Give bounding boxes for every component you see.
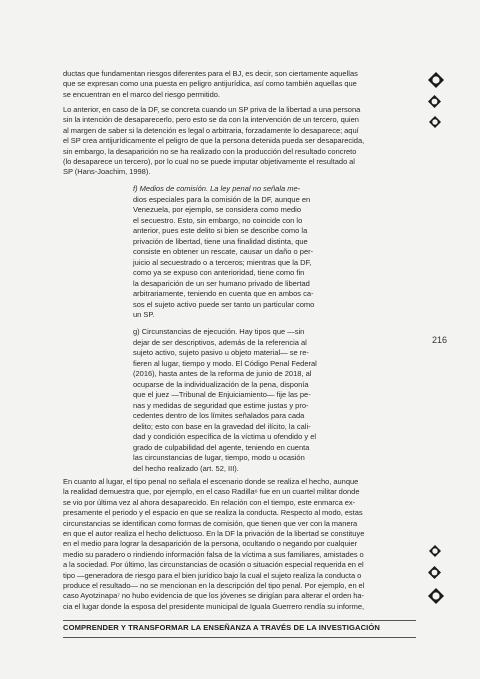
text-line: ductas que fundamentan riesgos diferentes para el BJ, es decir, son ciertamente aquellas xyxy=(63,69,358,78)
paragraph-lugar-tiempo-modo xyxy=(63,477,416,612)
text-line: como ya se expuso con anterioridad, tiene como fin xyxy=(133,268,305,277)
diamond-circle-icon xyxy=(428,588,444,604)
text-line: delito; esto con base en la gravedad del ilícito, la cali- xyxy=(133,421,311,431)
text-line: SP (Hans-Joachim, 1998). xyxy=(63,167,151,177)
text-line: consiste en obtener un rescate, causar un daño o per- xyxy=(133,247,314,256)
text-line: (2016), hasta antes de la reforma de junio de 2018, al xyxy=(133,369,312,378)
page-number: 216 xyxy=(432,335,448,345)
text-line: en el medio para lograr la desaparición de la persona, ocultando o negando por cualquier xyxy=(63,539,358,549)
text-line: sin embargo, la desaparición no se ha realizado con la producción del resultado concreto xyxy=(63,146,357,156)
text-line: a la sociedad. Por último, las circunstancias de ocasión o situación especial requerida en el xyxy=(63,560,364,570)
text-line: en que el autor realiza el hecho delictuoso. En la DF la privación de la libertad se constituye xyxy=(63,529,365,539)
text-line: dios especiales para la comisión de la DF, aunque en xyxy=(133,194,311,204)
text-line: cia el lugar donde la esposa del presidente municipal de Iguala Guerrero rendía su informe, xyxy=(63,601,365,611)
diamond-circle-icon xyxy=(428,95,441,108)
diamond-circle-icon xyxy=(429,545,441,557)
diamond-circle-icon xyxy=(428,566,441,579)
footer-divider-top xyxy=(63,620,416,621)
text-line: ocuparse de la individualización de la pena, disponía xyxy=(133,379,309,389)
footer-title: COMPRENDER Y TRANSFORMAR LA ENSEÑANZA A TRAVÉS DE LA INVESTIGACIÓN xyxy=(63,623,380,632)
text-line: se encuentran en el marco del riesgo permitido. xyxy=(63,89,221,99)
text-line: medio su paradero o rindiendo información falsa de la víctima a sus familiares, amistades o xyxy=(63,549,364,559)
text-line: Venezuela, por ejemplo, se considera como medio xyxy=(133,205,302,214)
text-line: sin la intención de desaparecerlo, pero esto se da con la intervención de un tercero, quien xyxy=(63,115,359,125)
section-f-medios-de-comision xyxy=(133,184,357,321)
footer-divider-bottom xyxy=(63,637,416,638)
text-line: caso Ayotzinapa⁷ no hubo evidencia de que los jóvenes se dirigían para alterar el orden ha- xyxy=(63,591,365,601)
text-line: sos el sujeto activo puede ser tanto un particular como xyxy=(133,299,315,309)
text-line: juicio al secuestrado o a terceros; mientras que la DF, xyxy=(133,257,312,267)
text-line: al margen de saber si la detención es legal o arbitraria, forzadamente lo desaparece; aquí xyxy=(63,125,359,135)
text-line: las circunstancias de lugar, tiempo, modo u ocasión xyxy=(133,453,305,462)
text-line: tipo —generadora de riesgo para el bien jurídico bajo la cual el sujeto realiza la conducta o xyxy=(63,570,362,580)
text-line: Lo anterior, en caso de la DF, se concreta cuando un SP priva de la libertad a una persona xyxy=(63,105,361,114)
text-line: f) Medios de comisión. La ley penal no señala me- xyxy=(133,184,301,193)
text-line: la desaparición de un ser humano privado de libertad xyxy=(133,278,310,288)
text-line: En cuanto al lugar, el tipo penal no señala el escenario donde se realiza el hecho, aunque xyxy=(63,477,359,486)
text-line: la realidad demuestra que, por ejemplo, en el caso Radilla⁶ fue en un cuartel militar donde xyxy=(63,487,360,497)
section-g-circunstancias-de-ejecucion xyxy=(133,327,357,474)
text-line: sujeto activo, sujeto pasivo u objeto material— se re- xyxy=(133,348,309,357)
diamond-circle-icon xyxy=(428,72,444,88)
text-line: dad y condición específica de la víctima u ofendido y el xyxy=(133,432,317,441)
text-line: cedentes dentro de los límites señalados para cada xyxy=(133,411,305,420)
text-line: que se expresan como una puesta en peligro antijurídica, así como también aquellas que xyxy=(63,79,357,89)
paragraph-intro xyxy=(63,69,416,100)
text-line: nas y medidas de seguridad que estime justas y pro- xyxy=(133,400,309,410)
text-line: fieren al lugar, tiempo y modo. El Código Penal Federal xyxy=(133,358,317,368)
text-line: el secuestro. Esto, sin embargo, no coincide con lo xyxy=(133,215,303,225)
text-line: el SP crea antijurídicamente el peligro de que la persona detenida pueda ser desaparecida, xyxy=(63,136,365,146)
text-line: presamente el periodo y el espacio en que se realiza la conducta. Respecto al modo, estas xyxy=(63,508,363,518)
diamond-circle-icon xyxy=(429,116,441,128)
text-line: anterior, pues este delito si bien se describe como la xyxy=(133,226,308,235)
paragraph-df-concrete xyxy=(63,105,416,178)
text-line: arbitrariamente, teniendo en cuenta que en ambos ca- xyxy=(133,289,314,298)
text-line: produce el resultado— no se mencionan en la descripción del tipo penal. Por ejemplo, en el xyxy=(63,581,365,591)
text-line: (lo desaparece un tercero), por lo cual no se puede imputar objetivamente el resultado al xyxy=(63,157,355,167)
text-line: dejar de ser descriptivos, además de la referencia al xyxy=(133,337,307,347)
text-line: que el juez —Tribunal de Enjuiciamiento— fije las pe- xyxy=(133,390,311,399)
text-line: circunstancias se identifican como formas de comisión, que tienen que ver con la manera xyxy=(63,518,358,528)
text-line: un SP. xyxy=(133,310,155,319)
text-line: privación de libertad, tiene una finalidad distinta, que xyxy=(133,236,308,246)
text-line: grado de culpabilidad del agente, teniendo en cuenta xyxy=(133,442,310,452)
text-line: se vio por última vez al ahora desaparecido. En relación con el tiempo, este enmarca ex- xyxy=(63,497,356,507)
text-line: g) Circunstancias de ejecución. Hay tipos que —sin xyxy=(133,327,305,336)
text-line: del hecho realizado (art. 52, III). xyxy=(133,463,239,473)
